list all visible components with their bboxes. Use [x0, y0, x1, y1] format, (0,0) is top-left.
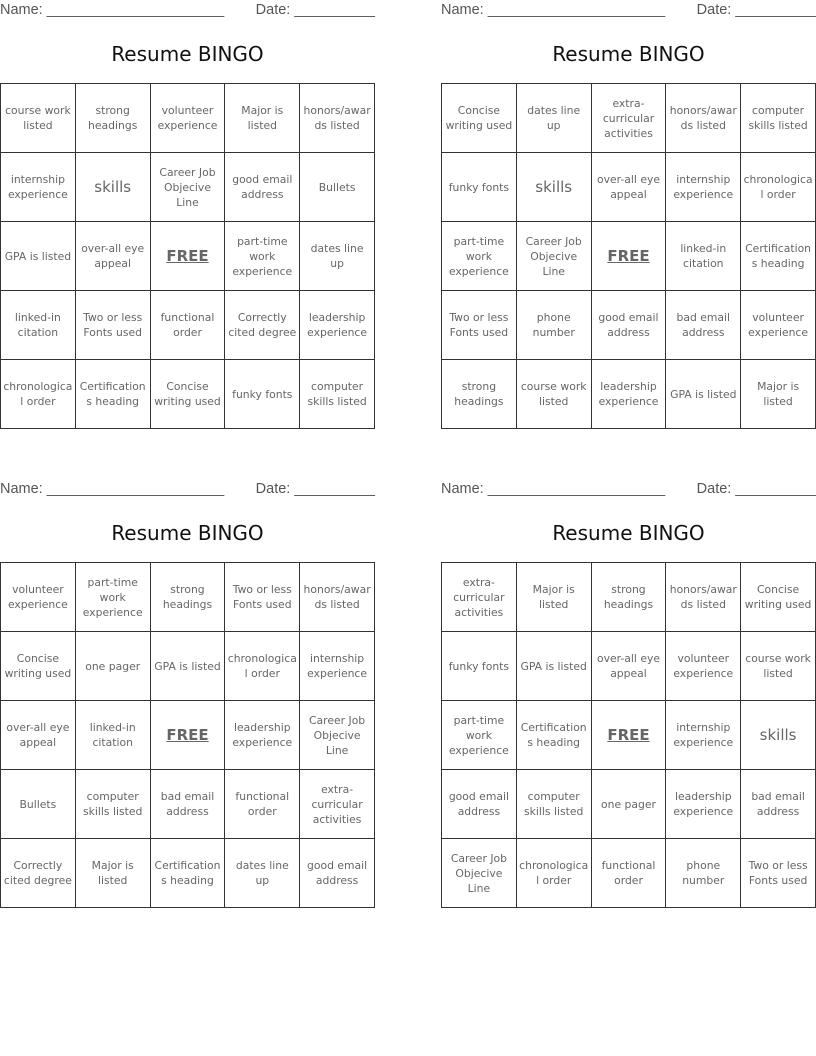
card-header	[441, 479, 816, 501]
bingo-cell: volunteer experience	[150, 84, 225, 153]
bingo-cell: honors/awards listed	[300, 563, 375, 632]
bingo-cell: functional order	[150, 291, 225, 360]
card-title: Resume BINGO	[552, 521, 705, 545]
bingo-cell: good email address	[225, 153, 300, 222]
name-field-label: Name: ______________________	[441, 2, 666, 18]
bingo-cell: functional order	[225, 770, 300, 839]
bingo-cell: course work listed	[741, 632, 816, 701]
bingo-cell: funky fonts	[442, 632, 517, 701]
bingo-cell: skills	[741, 701, 816, 770]
bingo-cell: course work listed	[516, 360, 591, 429]
bingo-cell: Concise writing used	[1, 632, 76, 701]
bingo-cell: linked-in citation	[666, 222, 741, 291]
bingo-cell: chronological order	[225, 632, 300, 701]
bingo-cell: strong headings	[150, 563, 225, 632]
bingo-cell: extra-curricular activities	[442, 563, 517, 632]
bingo-cell: skills	[75, 153, 150, 222]
card-header	[0, 0, 375, 22]
bingo-cell: strong headings	[75, 84, 150, 153]
free-space: FREE	[150, 701, 225, 770]
bingo-cell: bad email address	[741, 770, 816, 839]
bingo-cell: Certifications heading	[516, 701, 591, 770]
bingo-cell: leadership experience	[591, 360, 666, 429]
bingo-cell: Concise writing used	[150, 360, 225, 429]
bingo-cell: GPA is listed	[1, 222, 76, 291]
bingo-cell: chronological order	[741, 153, 816, 222]
bingo-cell: GPA is listed	[516, 632, 591, 701]
bingo-cell: over-all eye appeal	[75, 222, 150, 291]
date-field-label: Date: __________	[696, 2, 816, 18]
bingo-cell: functional order	[591, 839, 666, 908]
bingo-cell: phone number	[516, 291, 591, 360]
bingo-cell: one pager	[75, 632, 150, 701]
bingo-grid	[0, 83, 375, 429]
free-space: FREE	[150, 222, 225, 291]
bingo-cell: linked-in citation	[1, 291, 76, 360]
bingo-cell: honors/awards listed	[300, 84, 375, 153]
bingo-cell: phone number	[666, 839, 741, 908]
bingo-cell: volunteer experience	[1, 563, 76, 632]
bingo-cell: computer skills listed	[75, 770, 150, 839]
bingo-cell: good email address	[591, 291, 666, 360]
bingo-cell: Major is listed	[225, 84, 300, 153]
bingo-cell: one pager	[591, 770, 666, 839]
bingo-cell: leadership experience	[300, 291, 375, 360]
bingo-grid	[0, 562, 375, 908]
bingo-cell: volunteer experience	[741, 291, 816, 360]
bingo-cell: skills	[516, 153, 591, 222]
bingo-cell: internship experience	[300, 632, 375, 701]
card-header	[0, 479, 375, 501]
bingo-cell: strong headings	[591, 563, 666, 632]
bingo-cell: leadership experience	[666, 770, 741, 839]
name-field-label: Name: ______________________	[0, 481, 225, 497]
bingo-card-1	[0, 0, 375, 408]
bingo-cell: Major is listed	[741, 360, 816, 429]
bingo-cell: computer skills listed	[741, 84, 816, 153]
card-title: Resume BINGO	[552, 42, 705, 66]
bingo-cell: internship experience	[1, 153, 76, 222]
bingo-cell: internship experience	[666, 153, 741, 222]
bingo-cell: part-time work experience	[75, 563, 150, 632]
bingo-cell: Career Job Objecive Line	[516, 222, 591, 291]
bingo-cell: Concise writing used	[741, 563, 816, 632]
date-field-label: Date: __________	[696, 481, 816, 497]
bingo-cell: extra-curricular activities	[300, 770, 375, 839]
bingo-grid	[441, 83, 816, 429]
bingo-cell: part-time work experience	[442, 222, 517, 291]
bingo-cell: linked-in citation	[75, 701, 150, 770]
card-title: Resume BINGO	[111, 521, 264, 545]
bingo-cell: good email address	[300, 839, 375, 908]
bingo-cell: Certifications heading	[75, 360, 150, 429]
card-header	[441, 0, 816, 22]
bingo-card-3	[0, 479, 375, 887]
bingo-cell: bad email address	[150, 770, 225, 839]
bingo-cell: over-all eye appeal	[591, 153, 666, 222]
bingo-cell: Correctly cited degree	[225, 291, 300, 360]
bingo-cell: strong headings	[442, 360, 517, 429]
bingo-card-4	[441, 479, 816, 895]
bingo-cell: Career Job Objecive Line	[442, 839, 517, 908]
bingo-cell: part-time work experience	[225, 222, 300, 291]
bingo-cell: over-all eye appeal	[591, 632, 666, 701]
bingo-cell: over-all eye appeal	[1, 701, 76, 770]
bingo-cell: Major is listed	[516, 563, 591, 632]
bingo-cell: good email address	[442, 770, 517, 839]
bingo-cell: GPA is listed	[666, 360, 741, 429]
bingo-cell: funky fonts	[225, 360, 300, 429]
bingo-cell: dates line up	[516, 84, 591, 153]
bingo-cell: bad email address	[666, 291, 741, 360]
free-space: FREE	[591, 701, 666, 770]
bingo-cell: honors/awards listed	[666, 84, 741, 153]
bingo-cell: course work listed	[1, 84, 76, 153]
bingo-cell: extra-curricular activities	[591, 84, 666, 153]
bingo-cell: Two or less Fonts used	[741, 839, 816, 908]
bingo-grid	[441, 562, 816, 908]
free-space: FREE	[591, 222, 666, 291]
name-field-label: Name: ______________________	[0, 2, 225, 18]
bingo-cell: computer skills listed	[300, 360, 375, 429]
bingo-cell: dates line up	[225, 839, 300, 908]
bingo-cell: Bullets	[1, 770, 76, 839]
card-title: Resume BINGO	[111, 42, 264, 66]
bingo-cell: internship experience	[666, 701, 741, 770]
bingo-cell: Two or less Fonts used	[442, 291, 517, 360]
date-field-label: Date: __________	[255, 481, 375, 497]
bingo-cell: computer skills listed	[516, 770, 591, 839]
bingo-cell: Correctly cited degree	[1, 839, 76, 908]
bingo-cell: Concise writing used	[442, 84, 517, 153]
name-field-label: Name: ______________________	[441, 481, 666, 497]
bingo-cell: Certifications heading	[150, 839, 225, 908]
bingo-cell: Major is listed	[75, 839, 150, 908]
bingo-cell: chronological order	[1, 360, 76, 429]
bingo-cell: chronological order	[516, 839, 591, 908]
bingo-cell: Bullets	[300, 153, 375, 222]
bingo-cell: dates line up	[300, 222, 375, 291]
bingo-cell: Two or less Fonts used	[225, 563, 300, 632]
bingo-cell: GPA is listed	[150, 632, 225, 701]
bingo-card-2	[441, 0, 816, 408]
bingo-cell: Certifications heading	[741, 222, 816, 291]
bingo-cell: Two or less Fonts used	[75, 291, 150, 360]
bingo-cell: Career Job Objecive Line	[300, 701, 375, 770]
bingo-cell: funky fonts	[442, 153, 517, 222]
bingo-cell: volunteer experience	[666, 632, 741, 701]
bingo-cell: part-time work experience	[442, 701, 517, 770]
bingo-cell: honors/awards listed	[666, 563, 741, 632]
bingo-cell: leadership experience	[225, 701, 300, 770]
bingo-cell: Career Job Objecive Line	[150, 153, 225, 222]
date-field-label: Date: __________	[255, 2, 375, 18]
